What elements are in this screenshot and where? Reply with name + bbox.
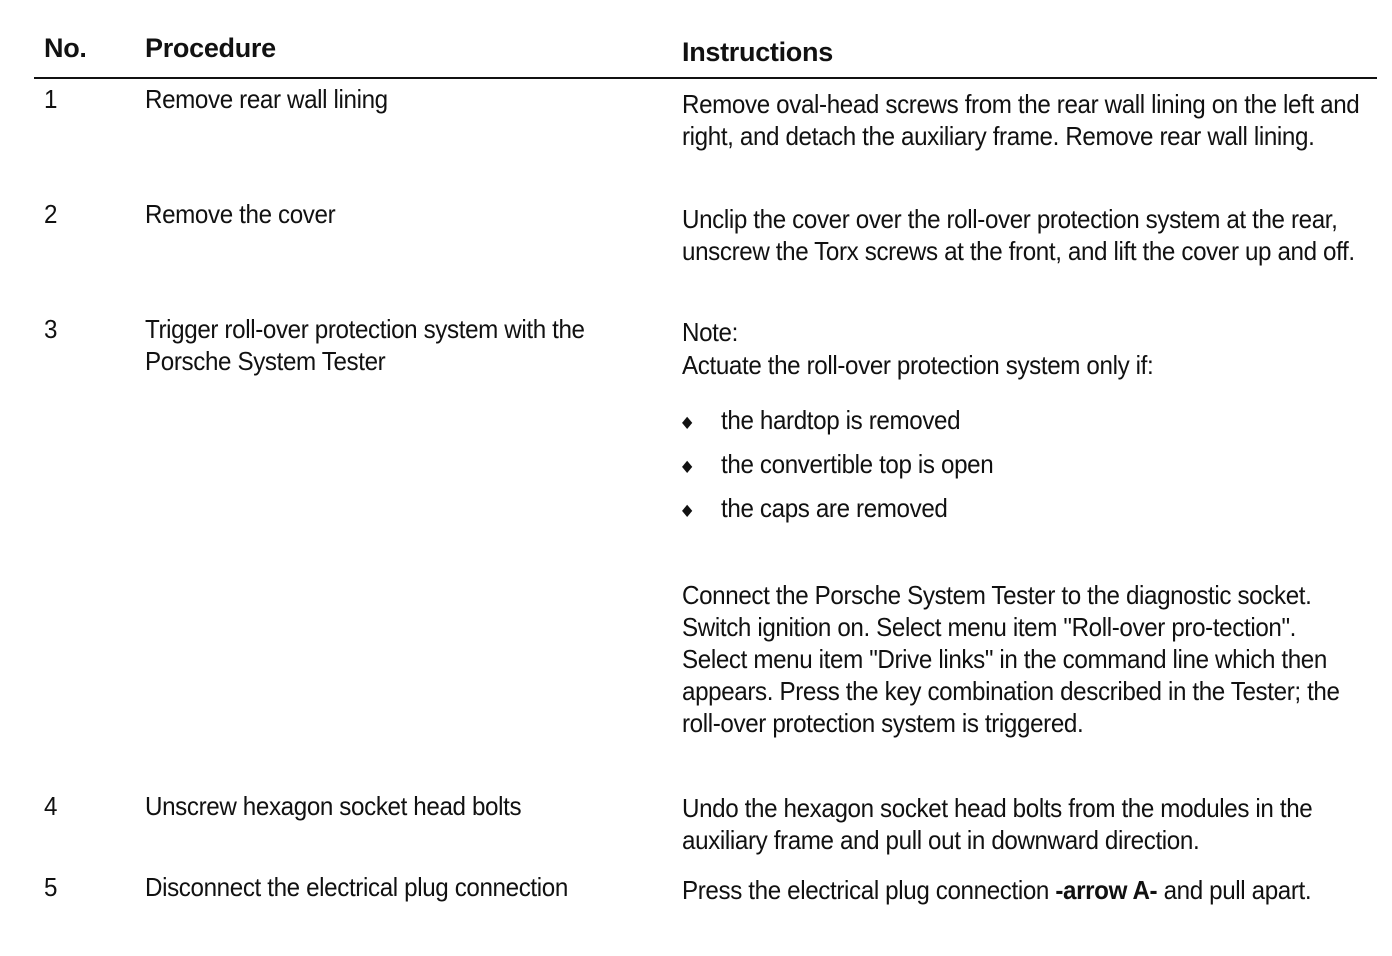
- row-3-note-label: Note:: [682, 317, 738, 347]
- diamond-bullet-icon: ◆: [682, 502, 692, 519]
- row-4-instructions: Undo the hexagon socket head bolts from the modules in the auxiliary frame and pull out in downward direction.: [682, 793, 1313, 855]
- row-3-procedure: Trigger roll-over protection system with the Porsche System Tester: [145, 314, 585, 376]
- row-3-instructions: Connect the Porsche System Tester to the diagnostic socket. Switch ignition on. Select menu item "Roll-over pro-tection". Select menu item "Drive links" in the command line which then appears. Press the key combination described in the Tester; the roll-over protection system is triggered.: [682, 580, 1340, 738]
- row-2-procedure: Remove the cover: [145, 199, 336, 229]
- row-3-number: 3: [44, 314, 58, 344]
- list-item-text: the hardtop is removed: [721, 405, 961, 435]
- row-4-procedure: Unscrew hexagon socket head bolts: [145, 791, 522, 821]
- list-item: [682, 404, 993, 448]
- header-instructions: Instructions: [682, 37, 833, 67]
- row-2-number: 2: [44, 199, 58, 229]
- diamond-bullet-icon: ◆: [682, 414, 692, 431]
- arrow-a-reference: -arrow A-: [1055, 875, 1158, 905]
- row-3-conditions-list: [682, 404, 993, 536]
- row-5-number: 5: [44, 872, 58, 902]
- list-item-text: the caps are removed: [721, 493, 948, 523]
- row-5-instructions-pre: Press the electrical plug connection: [682, 875, 1056, 905]
- list-item: [682, 448, 993, 492]
- row-2-instructions: Unclip the cover over the roll-over protection system at the rear, unscrew the Torx screws at the front, and lift the cover up and off.: [682, 204, 1355, 266]
- row-5-instructions: [682, 874, 1366, 906]
- header-divider: [34, 77, 1377, 79]
- header-no: No.: [44, 33, 87, 63]
- row-1-instructions: Remove oval-head screws from the rear wall lining on the left and right, and detach the auxiliary frame. Remove rear wall lining.: [682, 89, 1360, 151]
- row-4-number: 4: [44, 791, 58, 821]
- row-3-note-text: Actuate the roll-over protection system only if:: [682, 350, 1154, 380]
- list-item-text: the convertible top is open: [721, 449, 994, 479]
- row-1-procedure: Remove rear wall lining: [145, 84, 388, 114]
- row-5-instructions-post: and pull apart.: [1157, 875, 1312, 905]
- header-procedure: Procedure: [145, 33, 276, 63]
- row-5-procedure: Disconnect the electrical plug connection: [145, 872, 568, 902]
- list-item: [682, 492, 993, 536]
- row-1-number: 1: [44, 84, 58, 114]
- diamond-bullet-icon: ◆: [682, 458, 692, 475]
